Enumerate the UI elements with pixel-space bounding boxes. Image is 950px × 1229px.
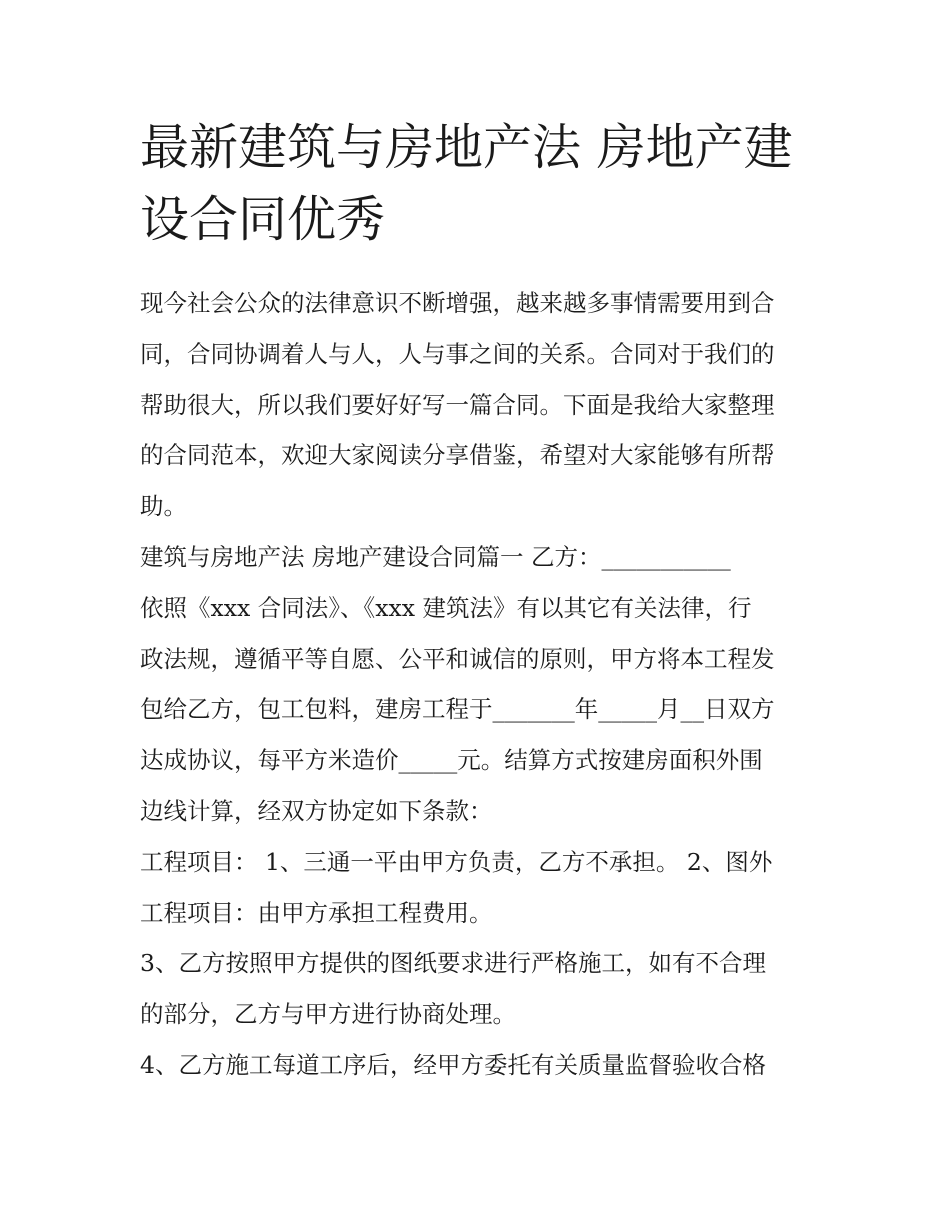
text-line: 依照《xxx 合同法》、《xxx 建筑法》有以其它有关法律，行 bbox=[140, 593, 752, 622]
text-line: 达成协议，每平方米造价_____元。结算方式按建房面积外围 bbox=[140, 746, 763, 775]
text-line: 现今社会公众的法律意识不断增强，越来越多事情需要用到合 bbox=[140, 289, 775, 317]
text-line: 包给乙方，包工包料，建房工程于_______年_____月__日双方 bbox=[140, 695, 775, 724]
title-line: 设合同优秀 bbox=[140, 191, 386, 248]
text-line: 4、乙方施工每道工序后，经甲方委托有关质量监督验收合格 bbox=[140, 1050, 766, 1079]
text-line: 同，合同协调着人与人，人与事之间的关系。合同对于我们的 bbox=[140, 339, 775, 368]
text-line: 3、乙方按照甲方提供的图纸要求进行严格施工，如有不合理 bbox=[140, 949, 766, 978]
text-line: 工程项目：由甲方承担工程费用。 bbox=[140, 898, 493, 927]
contract-preamble-paragraph bbox=[140, 532, 820, 837]
document-page bbox=[140, 112, 820, 1091]
text-line: 边线计算，经双方协定如下条款： bbox=[140, 796, 493, 825]
text-line: 的合同范本，欢迎大家阅读分享借鉴，希望对大家能够有所帮 bbox=[140, 441, 775, 470]
clause-project-items bbox=[140, 837, 820, 939]
text-line: 政法规，遵循平等自愿、公平和诚信的原则，甲方将本工程发 bbox=[140, 644, 775, 673]
text-line: 建筑与房地产法 房地产建设合同篇一 乙方：___________ bbox=[140, 542, 731, 571]
text-line: 帮助很大，所以我们要好好写一篇合同。下面是我给大家整理 bbox=[140, 390, 775, 419]
clause-4 bbox=[140, 1040, 820, 1091]
intro-paragraph bbox=[140, 278, 820, 532]
document-title bbox=[140, 112, 820, 256]
text-line: 工程项目： 1、三通一平由甲方负责，乙方不承担。 2、图外 bbox=[140, 847, 773, 876]
clause-3 bbox=[140, 938, 820, 1040]
text-line: 助。 bbox=[140, 492, 187, 521]
text-line: 的部分，乙方与甲方进行协商处理。 bbox=[140, 1000, 516, 1029]
title-line: 最新建筑与房地产法 房地产建 bbox=[140, 119, 793, 176]
